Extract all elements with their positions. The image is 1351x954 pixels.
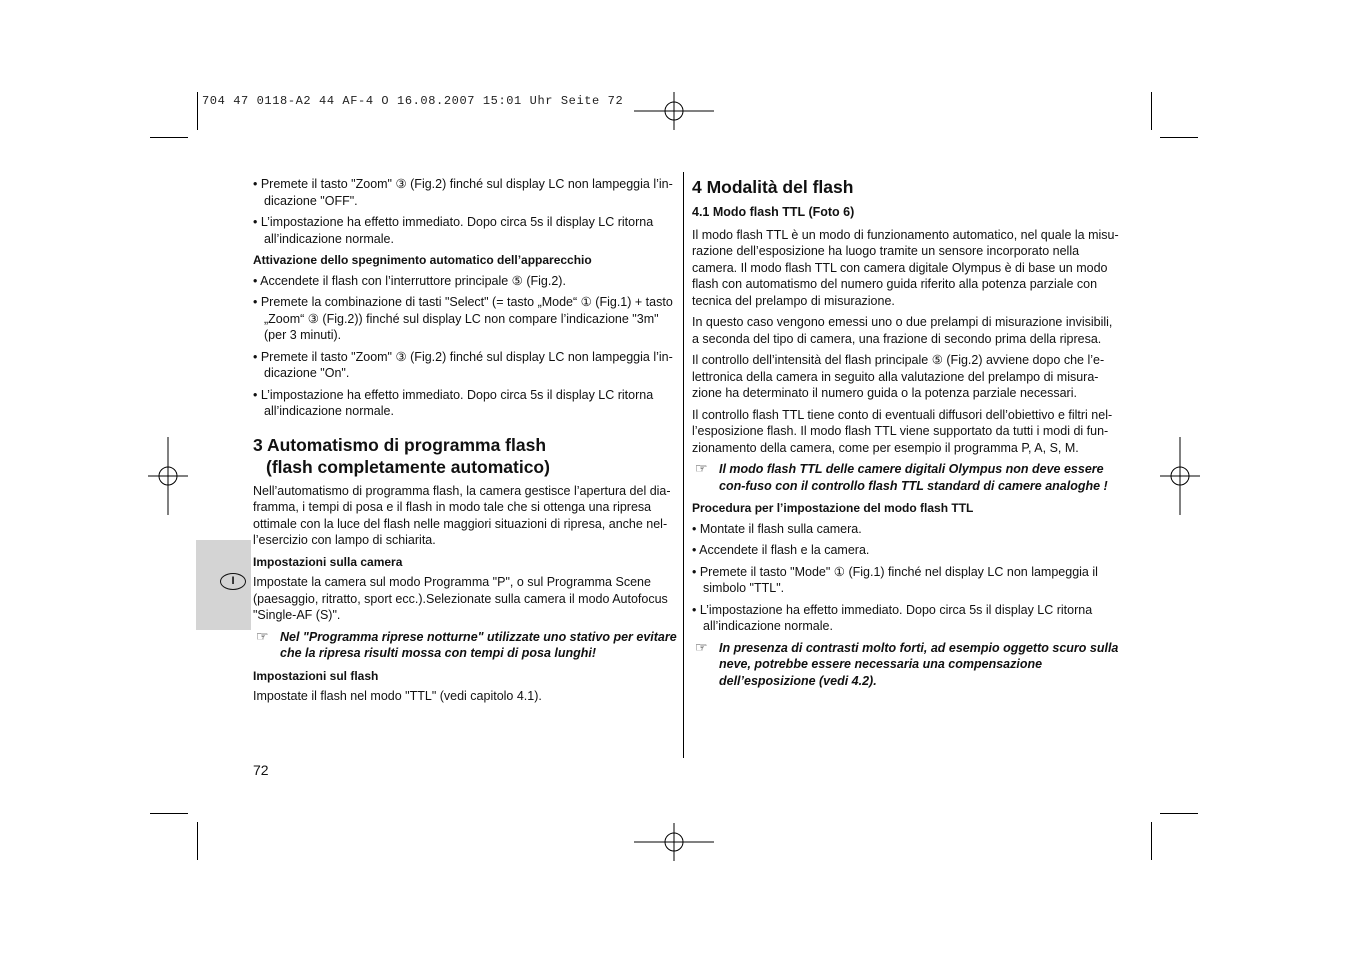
section-heading-3 <box>253 434 677 478</box>
crop-mark <box>1151 822 1152 860</box>
crop-mark <box>1151 92 1152 130</box>
language-tab-letter: I <box>220 573 246 590</box>
note <box>253 629 677 662</box>
section-heading-4: 4 Modalità del flash <box>692 177 854 197</box>
crosshair-icon <box>148 437 188 515</box>
paragraph: Il controllo flash TTL tiene conto di eventuali diffusori dell’obiettivo e filtri nel-l’esposizione flash. Il modo flash TTL viene supportato da tutti i modi di fun-zionamento della camera, come per esempio il programma P, A, S, M. <box>692 407 1113 455</box>
pointing-hand-icon: ☞ <box>695 638 708 655</box>
paragraph: Impostate la camera sul modo Programma "P", o sul Programma Scene (paesaggio, ritratto, sport ecc.).Selezionate sulla camera il modo Autofocus "Single-AF (S)". <box>253 575 668 622</box>
section-heading-3-line1: 3 Automatismo di programma flash <box>253 434 547 455</box>
note-text: Il modo flash TTL delle camere digitali Olympus non deve essere con-fuso con il controllo flash TTL standard di camere analoghe ! <box>719 462 1108 493</box>
paragraph: Il modo flash TTL è un modo di funzionamento automatico, nel quale la misu-razione dell’esposizione ha luogo tramite un sensore incorporato nella camera. Il modo flash TTL con camera digitale Olympus è di base un modo flash con automatismo del numero guida riferito alla potenza parziale con tecnica del prelampo di misurazione. <box>692 227 1119 308</box>
note <box>692 640 1122 690</box>
bullet-item: • Premete la combinazione di tasti "Select" (= tasto „Mode“ ① (Fig.1) + tasto „Zoom“ ③ (Fig.2)) finché sul display LC non compare l’indicazione "3m" (per 3 minuti). <box>253 295 673 342</box>
bullet-item: • Premete il tasto "Mode" ① (Fig.1) finché nel display LC non lampeggia il simbolo "TTL". <box>692 564 1098 595</box>
bullet-item: • Accendete il flash con l’interruttore principale ⑤ (Fig.2). <box>253 273 566 288</box>
bullet-item: • L’impostazione ha effetto immediato. Dopo circa 5s il display LC ritorna all’indicazione normale. <box>253 387 654 418</box>
subheading: Impostazioni sulla camera <box>253 554 403 569</box>
right-column <box>692 176 1122 695</box>
crop-mark <box>1160 813 1198 814</box>
section-heading-4-1: 4.1 Modo flash TTL (Foto 6) <box>692 205 855 219</box>
crop-mark <box>150 813 188 814</box>
crop-mark <box>197 92 198 130</box>
paragraph: In questo caso vengono emessi uno o due prelampi di misurazione invisibili, a seconda del tipo di camera, una frazione di secondo prima della ripresa. <box>692 315 1113 346</box>
subheading: Attivazione dello spegnimento automatico dell’apparecchio <box>253 253 592 267</box>
subheading: Impostazioni sul flash <box>253 668 379 683</box>
crosshair-icon <box>634 92 714 130</box>
crop-mark <box>197 822 198 860</box>
crop-mark <box>150 137 188 138</box>
note-text: In presenza di contrasti molto forti, ad esempio oggetto scuro sulla neve, potrebbe essere necessaria una compensazione dell’esposizione (vedi 4.2). <box>719 640 1119 688</box>
bullet-item: • Accendete il flash e la camera. <box>692 543 870 557</box>
paragraph: Nell’automatismo di programma flash, la camera gestisce l’apertura del dia-framma, i tempi di posa e il flash in modo tale che si ottenga una ripresa ottimale con la luce del flash nelle maggiori situazioni di ripresa, anche nel-l’esercizio con lampo di schiarita. <box>253 483 671 547</box>
print-slug: 704 47 0118-A2 44 AF-4 O 16.08.2007 15:01 Uhr Seite 72 <box>202 94 624 108</box>
bullet-item: • Premete il tasto "Zoom" ③ (Fig.2) finché sul display LC non lampeggia l’in-dicazione "OFF". <box>253 177 673 208</box>
subheading: Procedura per l’impostazione del modo flash TTL <box>692 501 974 515</box>
page-number: 72 <box>253 762 269 778</box>
bullet-item: • L’impostazione ha effetto immediato. Dopo circa 5s il display LC ritorna all’indicazione normale. <box>692 602 1093 633</box>
bullet-item: • Montate il flash sulla camera. <box>692 521 862 536</box>
bullet-item: • Premete il tasto "Zoom" ③ (Fig.2) finché sul display LC non lampeggia l’in-dicazione "On". <box>253 349 673 380</box>
paragraph: Il controllo dell’intensità del flash principale ⑤ (Fig.2) avviene dopo che l’e-lettronica della camera in seguito alla valutazione del prelampo di misura-zione ha determinato il numero guida o la potenza parziale necessari. <box>692 353 1105 400</box>
section-heading-3-line2: (flash completamente automatico) <box>266 456 550 477</box>
note-text: Nel "Programma riprese notturne" utilizzate uno stativo per evitare che la ripresa risulti mossa con tempi di posa lunghi! <box>280 629 677 660</box>
note <box>692 461 1122 494</box>
pointing-hand-icon: ☞ <box>256 627 269 644</box>
left-column <box>253 176 677 710</box>
crop-mark <box>1160 137 1198 138</box>
pointing-hand-icon: ☞ <box>695 460 708 476</box>
bullet-item: • L’impostazione ha effetto immediato. Dopo circa 5s il display LC ritorna all’indicazione normale. <box>253 215 654 246</box>
crosshair-icon <box>1160 437 1200 515</box>
paragraph: Impostate il flash nel modo "TTL" (vedi capitolo 4.1). <box>253 689 542 703</box>
crosshair-icon <box>634 823 714 861</box>
column-divider <box>683 172 684 758</box>
